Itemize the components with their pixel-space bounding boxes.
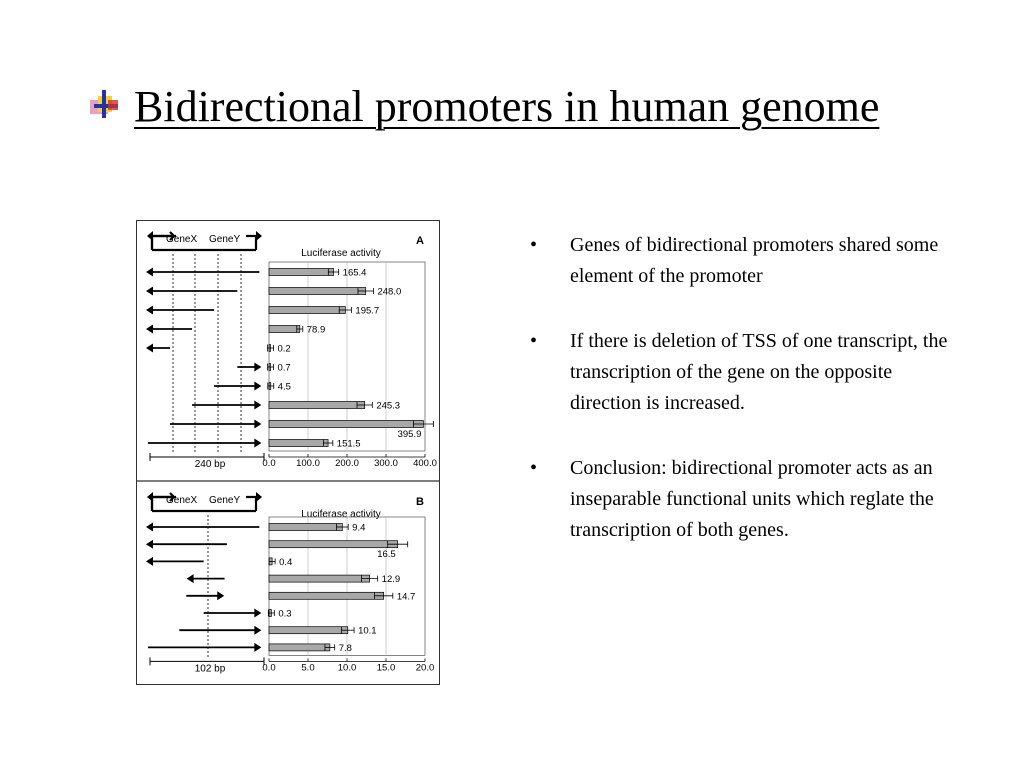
x-tick-label: 15.0: [376, 662, 396, 674]
data-label: 151.5: [336, 438, 361, 450]
bar: [269, 307, 345, 314]
genex-label: GeneX: [166, 234, 198, 245]
data-label: 10.1: [358, 625, 377, 637]
x-tick-label: 0.0: [262, 662, 276, 674]
x-tick-label: 300.0: [374, 458, 398, 469]
data-label: 9.4: [352, 522, 366, 534]
x-tick-label: 5.0: [301, 662, 315, 674]
bullet-item: • Genes of bidirectional promoters shared some element of the promoter: [530, 234, 939, 287]
bar: [269, 592, 384, 599]
bar: [269, 541, 398, 548]
data-label: 78.9: [306, 324, 326, 336]
bullet-item: • If there is deletion of TSS of one transcript, the transcription of the gene on the opposite direction is increased.: [530, 330, 948, 414]
scale-bar-label: 240 bp: [194, 459, 226, 470]
x-tick-label: 0.0: [262, 458, 276, 469]
bar: [269, 402, 365, 409]
bar: [269, 288, 366, 295]
slide-title: Bidirectional promoters in human genome: [134, 82, 880, 131]
data-label: 0.4: [279, 556, 293, 568]
panel-label: B: [416, 496, 424, 508]
bullet-list: [530, 230, 950, 580]
chart-title: Luciferase activity: [301, 248, 381, 259]
data-label: 245.3: [376, 400, 401, 412]
bar: [269, 575, 370, 582]
bar: [269, 326, 300, 333]
bar: [269, 440, 328, 447]
data-label: 0.7: [277, 362, 291, 374]
data-label: 7.8: [338, 642, 352, 654]
bar: [269, 269, 334, 276]
data-label: 195.7: [355, 305, 380, 317]
geney-label: GeneY: [209, 495, 241, 506]
bar: [269, 421, 423, 428]
x-tick-label: 10.0: [337, 662, 357, 674]
data-label: 16.5: [377, 549, 396, 561]
scale-bar-label: 102 bp: [194, 663, 226, 675]
bar: [269, 627, 348, 634]
x-tick-label: 400.0: [413, 458, 437, 469]
data-label: 4.5: [277, 381, 291, 393]
x-tick-label: 200.0: [335, 458, 359, 469]
data-label: 12.9: [381, 574, 401, 586]
luciferase-figure: [136, 220, 440, 685]
data-label: 14.7: [396, 591, 416, 603]
data-label: 248.0: [377, 286, 402, 298]
data-label: 0.2: [277, 343, 291, 355]
bar: [269, 644, 330, 651]
x-tick-label: 20.0: [415, 662, 435, 674]
bullet-item: • Conclusion: bidirectional promoter acts as an inseparable functional units which reglate the transcription of both genes.: [530, 457, 934, 541]
data-label: 0.3: [278, 608, 292, 620]
x-tick-label: 100.0: [296, 458, 320, 469]
chart-title: Luciferase activity: [301, 509, 381, 520]
geney-label: GeneY: [209, 234, 241, 245]
genex-label: GeneX: [166, 495, 198, 506]
data-label: 395.9: [397, 429, 422, 440]
panel-label: A: [416, 235, 424, 247]
data-label: 165.4: [342, 267, 367, 279]
bar: [269, 524, 342, 531]
